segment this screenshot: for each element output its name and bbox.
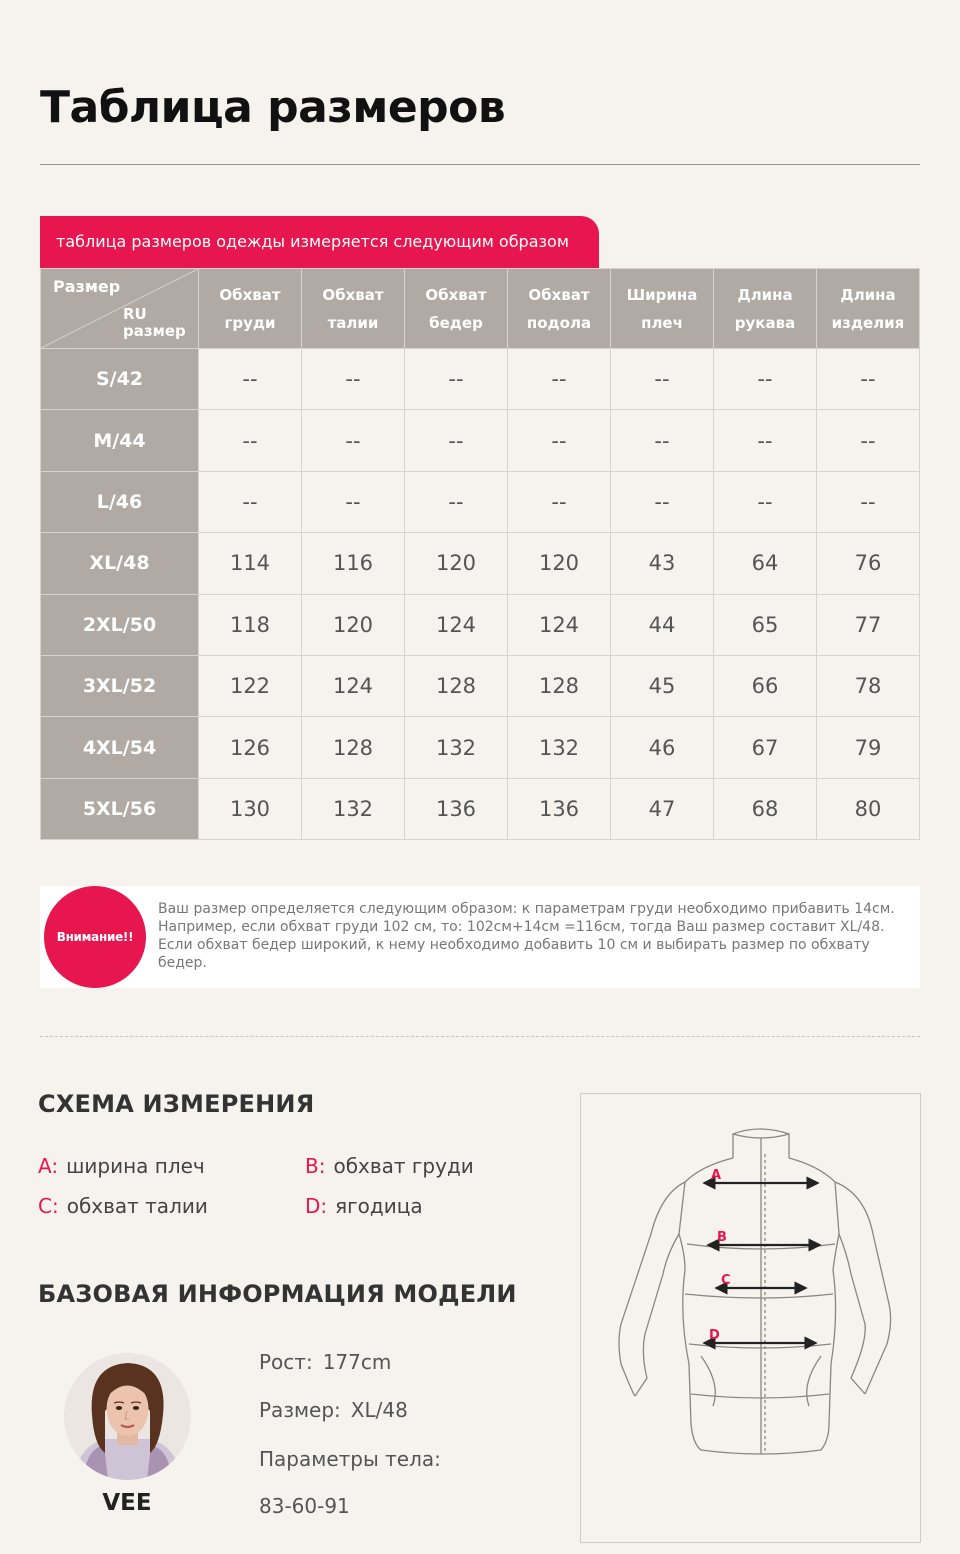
table-cell: 124 [302,655,405,716]
row-size-label: XL/48 [41,533,199,594]
table-cell: -- [199,349,302,410]
model-name: VEE [102,1490,152,1516]
table-cell: 64 [714,533,817,594]
row-size-label: 4XL/54 [41,717,199,778]
table-cell: 120 [508,533,611,594]
table-cell: 78 [817,655,920,716]
legend-item-a: A: ширина плеч [38,1154,205,1178]
row-size-label: S/42 [41,349,199,410]
table-row [41,349,920,410]
row-size-label: 2XL/50 [41,594,199,655]
model-avatar [64,1353,191,1480]
table-cell: 124 [508,594,611,655]
column-header: Обхват талии [302,269,405,349]
table-cell: -- [611,471,714,532]
table-cell: -- [405,471,508,532]
attention-note [40,886,920,988]
table-cell: 65 [714,594,817,655]
table-cell: -- [302,410,405,471]
model-params-value: 83-60-91 [259,1494,350,1518]
table-cell: -- [508,410,611,471]
table-cell: 128 [302,717,405,778]
table-cell: 130 [199,778,302,839]
table-cell: -- [302,471,405,532]
row-size-label: 5XL/56 [41,778,199,839]
model-info-title: БАЗОВАЯ ИНФОРМАЦИЯ МОДЕЛИ [38,1280,517,1308]
size-table-banner: таблица размеров одежды измеряется следующим образом [40,216,599,268]
title-divider [40,164,920,165]
table-cell: 44 [611,594,714,655]
row-size-label: L/46 [41,471,199,532]
table-cell: 132 [508,717,611,778]
jacket-sketch [581,1094,920,1542]
table-cell: -- [508,471,611,532]
table-cell: 66 [714,655,817,716]
table-cell: -- [508,349,611,410]
column-header: Обхват бедер [405,269,508,349]
table-cell: -- [405,349,508,410]
column-header: Длина изделия [817,269,920,349]
table-cell: 46 [611,717,714,778]
row-size-label: 3XL/52 [41,655,199,716]
table-cell: -- [817,471,920,532]
table-cell: -- [405,410,508,471]
table-row [41,778,920,839]
table-cell: 122 [199,655,302,716]
diagram-label-c: C [721,1273,731,1288]
table-cell: -- [714,410,817,471]
column-header: Ширина плеч [611,269,714,349]
row-size-label: M/44 [41,410,199,471]
table-cell: 68 [714,778,817,839]
table-cell: 80 [817,778,920,839]
table-cell: -- [714,471,817,532]
table-row [41,655,920,716]
attention-text: Ваш размер определяется следующим образом: к параметрам груди необходимо прибавить 14см. Например, если обхват груди 102 см, то: 102см+14см =116см, тогда Ваш размер составит XL/48. Если обхват бедер широкий, к нему необходимо добавить 10 см и выбирать размер по обхвату бедер. [158,901,895,971]
corner-ru-label: RU размер [123,305,186,340]
table-row [41,594,920,655]
diagram-label-d: D [709,1328,720,1343]
table-cell: -- [714,349,817,410]
table-row [41,471,920,532]
table-row [41,410,920,471]
table-cell: 132 [302,778,405,839]
table-cell: 77 [817,594,920,655]
measurement-diagram [580,1093,921,1543]
table-cell: -- [199,471,302,532]
diagram-label-a: A [711,1168,722,1183]
page-title: Таблица размеров [40,82,506,133]
table-cell: -- [302,349,405,410]
table-cell: 45 [611,655,714,716]
column-header: Длина рукава [714,269,817,349]
scheme-title: СХЕМА ИЗМЕРЕНИЯ [38,1090,315,1118]
table-cell: 47 [611,778,714,839]
table-cell: -- [199,410,302,471]
table-cell: -- [817,349,920,410]
corner-header [41,269,199,349]
model-size: Размер: XL/48 [259,1398,408,1422]
table-cell: 136 [508,778,611,839]
section-divider [40,1036,920,1037]
table-cell: 128 [508,655,611,716]
table-cell: 120 [302,594,405,655]
corner-size-label: Размер [53,277,121,296]
diagram-label-b: B [717,1230,727,1245]
column-header: Обхват груди [199,269,302,349]
table-cell: 132 [405,717,508,778]
legend-item-d: D: ягодица [305,1194,423,1218]
table-cell: 67 [714,717,817,778]
table-cell: 136 [405,778,508,839]
model-height: Рост: 177cm [259,1350,392,1374]
table-row [41,533,920,594]
table-cell: 124 [405,594,508,655]
table-cell: 118 [199,594,302,655]
table-cell: 120 [405,533,508,594]
table-cell: 128 [405,655,508,716]
table-cell: -- [611,349,714,410]
column-header: Обхват подола [508,269,611,349]
table-cell: 79 [817,717,920,778]
size-table-header-row [41,269,920,349]
table-cell: -- [817,410,920,471]
attention-badge: Внимание!! [44,886,146,988]
table-cell: 116 [302,533,405,594]
legend-item-b: B: обхват груди [305,1154,474,1178]
table-cell: 43 [611,533,714,594]
table-cell: 76 [817,533,920,594]
table-cell: -- [611,410,714,471]
size-table [40,268,920,840]
legend-item-c: C: обхват талии [38,1194,208,1218]
table-row [41,717,920,778]
table-cell: 114 [199,533,302,594]
table-cell: 126 [199,717,302,778]
model-params-label: Параметры тела: [259,1447,441,1471]
